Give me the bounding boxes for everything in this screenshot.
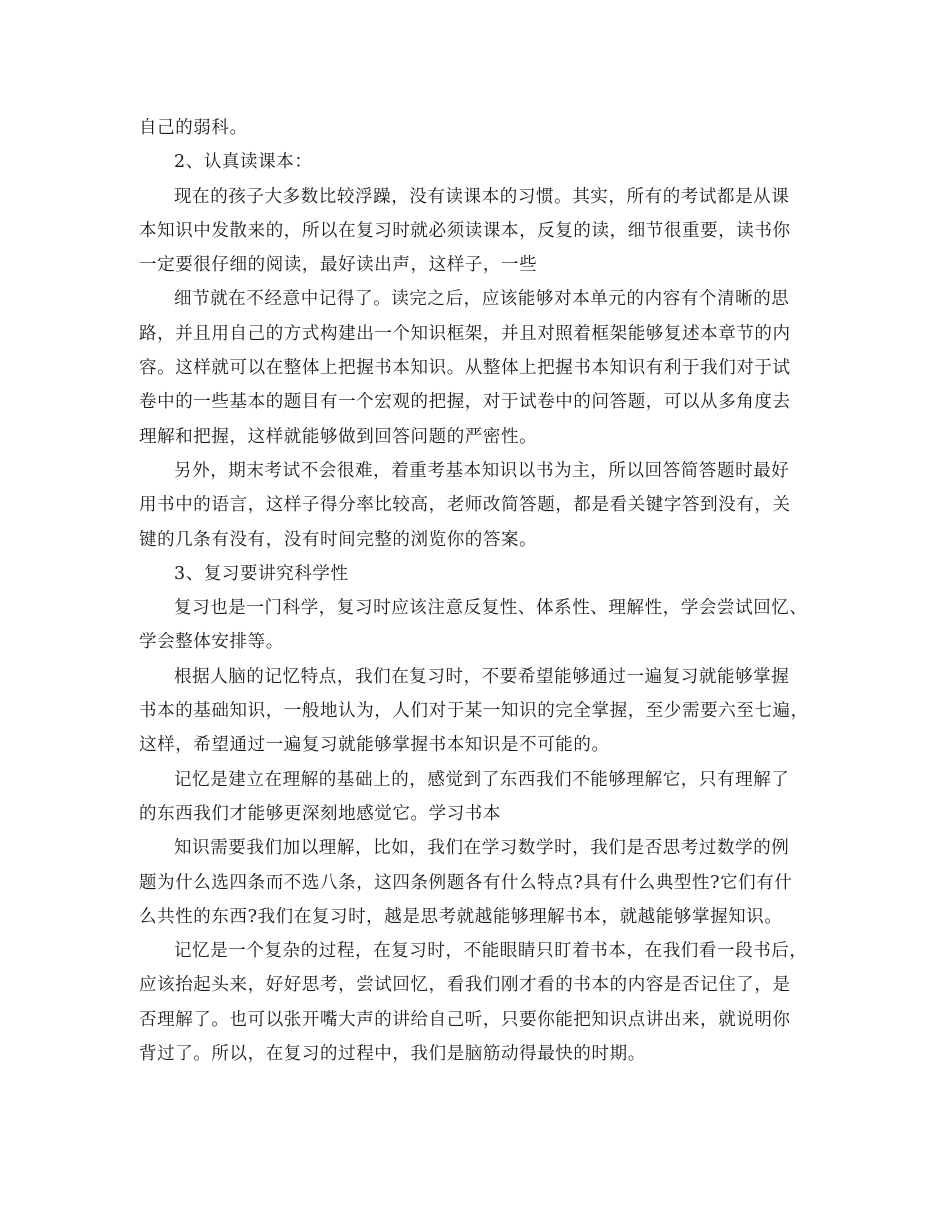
text-line: 题为什么选四条而不选八条，这四条例题各有什么特点?具有什么典型性?它们有什: [139, 872, 793, 893]
text-line: 用书中的语言，这样子得分率比较高，老师改简答题，都是看关键字答到没有，关: [139, 495, 791, 516]
text-line: 否理解了。也可以张开嘴大声的讲给自己听，只要你能把知识点讲出来，就说明你: [139, 1009, 791, 1030]
text-line: 理解和把握，这样就能够做到回答问题的严密性。: [139, 426, 538, 447]
text-line: 一定要很仔细的阅读，最好读出声，这样子，一些: [139, 255, 538, 276]
text-line: 键的几条有没有，没有时间完整的浏览你的答案。: [139, 529, 538, 550]
text-line: 背过了。所以，在复习的过程中，我们是脑筋动得最快的时期。: [139, 1044, 646, 1065]
text-line: 记忆是建立在理解的基础上的，感觉到了东西我们不能够理解它，只有理解了: [174, 769, 790, 790]
text-line: 记忆是一个复杂的过程，在复习时，不能眼睛只盯着书本，在我们看一段书后，: [174, 941, 808, 962]
document-body: [139, 111, 819, 1071]
text-line: 复习也是一门科学，复习时应该注意反复性、体系性、理解性，学会尝试回忆、: [174, 598, 808, 619]
text-line: 另外，期末考试不会很难，着重考基本知识以书为主，所以回答简答题时最好: [174, 460, 790, 481]
text-line: 应该抬起头来，好好思考，尝试回忆，看我们刚才看的书本的内容是否记住了，是: [139, 975, 791, 996]
text-line: 路，并且用自己的方式构建出一个知识框架，并且对照着框架能够复述本章节的内: [139, 323, 791, 344]
text-line: 自己的弱科。: [139, 118, 248, 138]
text-line: 知识需要我们加以理解，比如，我们在学习数学时，我们是否思考过数学的例: [174, 838, 790, 859]
text-line: 细节就在不经意中记得了。读完之后，应该能够对本单元的内容有个清晰的思: [174, 289, 790, 310]
text-line: 学会整体安排等。: [139, 632, 284, 653]
text-line: 卷中的一些基本的题目有一个宏观的把握，对于试卷中的问答题，可以从多角度去: [139, 392, 791, 413]
text-line: 根据人脑的记忆特点，我们在复习时，不要希望能够通过一遍复习就能够掌握: [174, 666, 790, 687]
text-line: 的东西我们才能够更深刻地感觉它。学习书本: [139, 803, 501, 824]
text-line: 容。这样就可以在整体上把握书本知识。从整体上把握书本知识有利于我们对于试: [139, 358, 791, 379]
text-line: 2、认真读课本：: [174, 152, 313, 173]
text-line: 么共性的东西?我们在复习时，越是思考就越能够理解书本，就越能够掌握知识。: [139, 906, 783, 927]
text-line: 现在的孩子大多数比较浮躁，没有读课本的习惯。其实，所有的考试都是从课: [174, 186, 790, 207]
text-line: 3、复习要讲究科学性: [174, 563, 349, 584]
text-line: 这样，希望通过一遍复习就能够掌握书本知识是不可能的。: [139, 735, 610, 756]
text-line: 本知识中发散来的，所以在复习时就必须读课本，反复的读，细节很重要，读书你: [139, 220, 791, 241]
text-line: 书本的基础知识，一般地认为，人们对于某一知识的完全掌握，至少需要六至七遍，: [139, 701, 809, 722]
